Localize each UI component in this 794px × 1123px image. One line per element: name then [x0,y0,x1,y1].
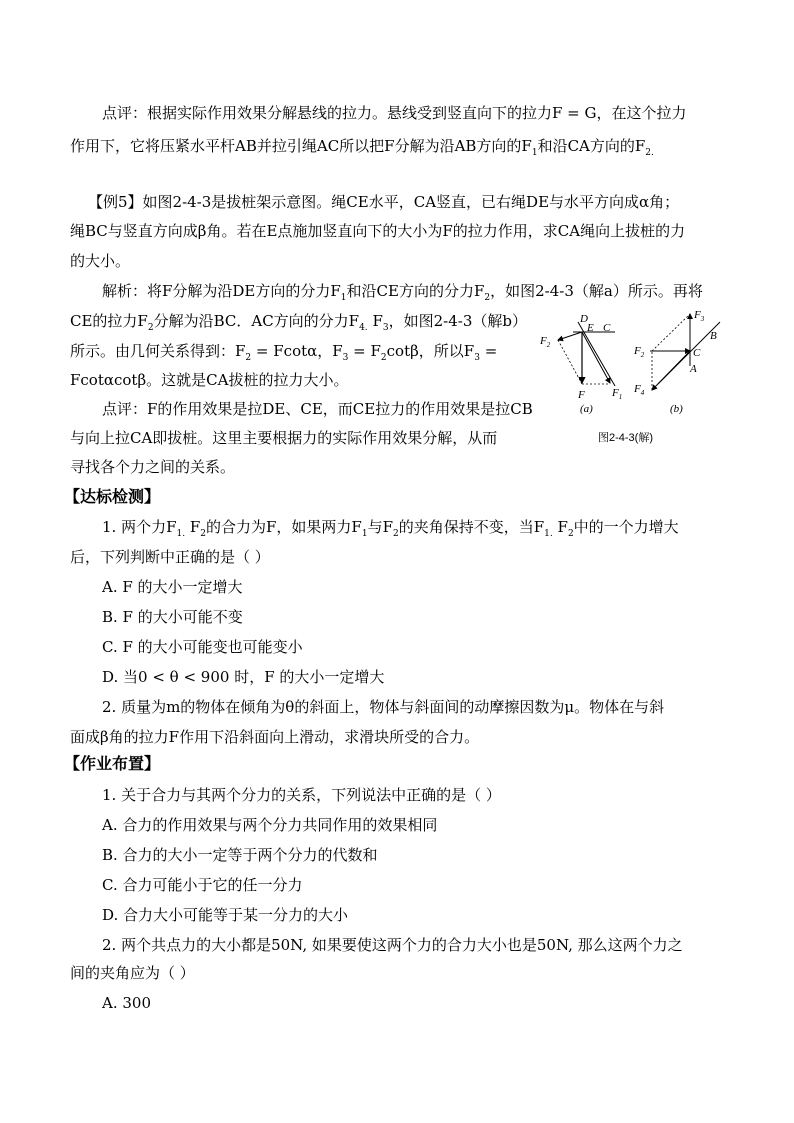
question-2-line2: 面成β角的拉力F作用下沿斜面向上滑动，求滑块所受的合力。 [70,728,480,746]
force-decomposition-figure [530,306,740,451]
hw-option-c: C. 合力可能小于它的任一分力 [102,876,303,894]
hw-option-d: D. 合力大小可能等于某一分力的大小 [102,906,349,924]
option-b: B. F 的大小可能不变 [102,608,243,626]
option-a: A. F 的大小一定增大 [102,578,243,596]
label-c: C [603,322,611,334]
figure-svg [530,306,740,451]
label-e: E [587,322,594,334]
label-f1: $F_1$ [612,387,623,401]
question-1-line2: 后，下列判断中正确的是（ ） [70,548,270,566]
label-c: C [693,347,701,359]
force-f2-arrow [558,332,582,340]
label-f4: $F_4$ [634,383,645,397]
section-title-checking: 【达标检测】 [64,487,161,506]
label-b: B [710,330,717,342]
comment1-line2: 作用下，它将压紧水平杆AB并拉引绳AC所以把F分解为沿AB方向的$F_1$和沿CA方向的$F_{2.}$ [70,137,654,158]
comment2-line3: 寻找各个力之间的关系。 [70,458,236,476]
example5-line1: 【例5】如图2-4-3是拔桩架示意图。绳CE水平，CA竖直，已右绳DE与水平方向成α角； [88,193,680,211]
figure-caption: 图2-4-3(解) [598,432,654,444]
dashed-line [652,314,690,351]
figure-b [633,309,720,415]
hw-question-2: 2. 两个共点力的大小都是50N, 如果要使这两个力的合力大小也是50N, 那么这两个力之 [102,936,683,954]
section-title-homework: 【作业布置】 [64,754,161,773]
hw-option-a: A. 合力的作用效果与两个分力共同作用的效果相同 [102,816,438,834]
label-f: F [578,389,585,401]
dashed-line [558,340,582,384]
example5-line2: 绳BC与竖直方向成β角。若在E点施加竖直向下的大小为F的拉力作用，求CA绳向上拔桩的力 [70,222,686,240]
hw-question-2-line2: 间的夹角应为（ ） [70,964,195,982]
solution-line3: 所示。由几何关系得到：$F_2 = Fcot\alpha$，$F_3 = F_2\cot\beta$，所以$F_3$ = [70,342,498,363]
comment1-line1: 点评：根据实际作用效果分解悬线的拉力。悬线受到竖直向下的拉力F = G，在这个拉力 [102,104,687,122]
solution-line1: 解析：将F分解为沿DE方向的分力$F_1$和沿CE方向的分力$F_2$，如图2-4-3（解a）所示。再将 [102,282,703,303]
hw-q2-option-a: A. 300 [102,994,151,1012]
hw-question-1: 1. 关于合力与其两个分力的关系，下列说法中正确的是（ ） [102,786,501,804]
option-d: D. 当0 < θ < 900 时，F 的大小一定增大 [102,668,385,686]
solution-line2: CE的拉力$F_2$分解为沿BC．AC方向的分力$F_{4.}$ $F_3$，如图2-4-3（解b） [70,312,527,333]
label-f2: $F_2$ [540,335,551,349]
comment2-line1: 点评：F的作用效果是拉DE、CE，而CE拉力的作用效果是拉CB [102,400,533,418]
label-a: A [690,363,697,375]
question-2: 2. 质量为m的物体在倾角为θ的斜面上，物体与斜面间的动摩擦因数为μ。物体在与斜 [102,698,665,716]
example5-line3: 的大小。 [70,252,131,270]
option-c: C. F 的大小可能变也可能变小 [102,638,303,656]
question-1: 1. 两个力$F_{1.}$ $F_2$的合力为F，如果两力$F_1$与$F_2$的夹角保持不变，当$F_{1.}$ $F_2$中的一个力增大 [102,518,679,539]
label-a: (a) [580,403,593,415]
force-f1-arrow [582,332,610,383]
label-d: D [580,313,588,325]
hw-option-b: B. 合力的大小一定等于两个分力的代数和 [102,846,378,864]
label-b-caption: (b) [670,403,683,415]
label-f2: $F_2$ [634,345,645,359]
solution-line4: Fcotαcotβ。这就是CA拔桩的拉力大小。 [70,371,349,389]
comment2-line2: 与向上拉CA即拔桩。这里主要根据力的实际作用效果分解，从而 [70,429,498,447]
figure-a [539,313,622,415]
label-f3: $F_3$ [694,309,705,323]
